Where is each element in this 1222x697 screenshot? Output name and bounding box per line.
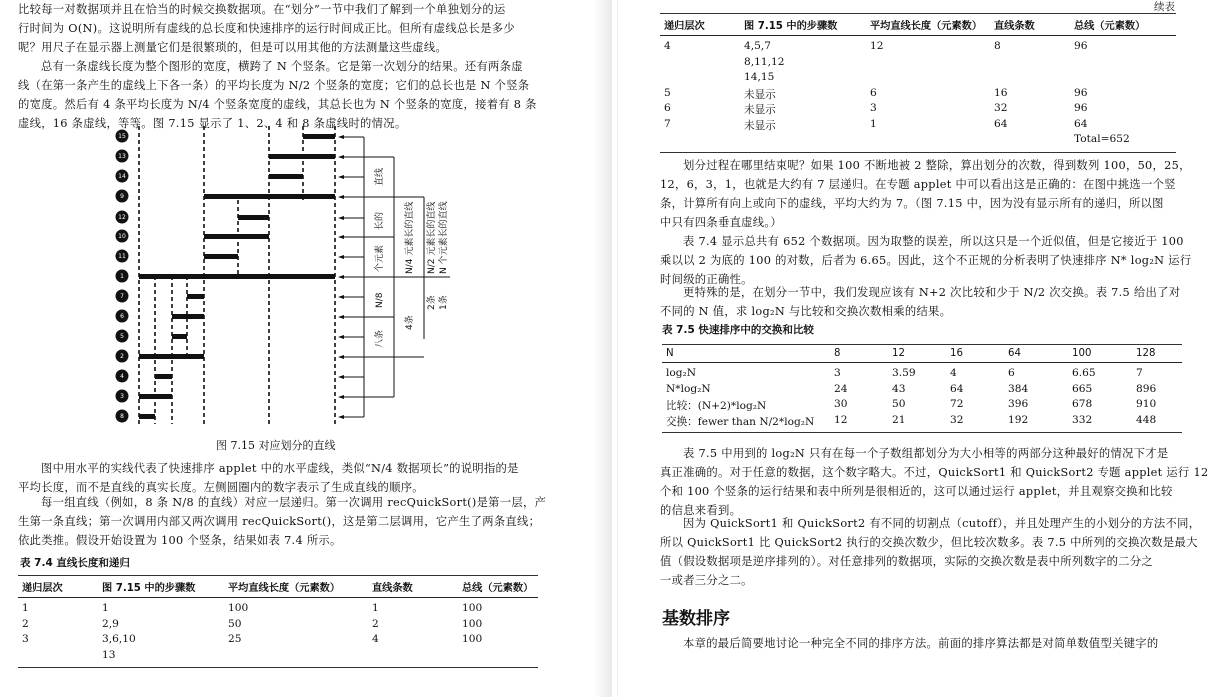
cell: 比较：(N+2)*log₂N xyxy=(666,400,767,412)
text-line: 不同的 N 值，求 log₂N 与比较和交换次数相乘的结果。 xyxy=(660,305,952,318)
cell: 交换：fewer than N/2*log₂N xyxy=(666,415,815,428)
cell: 24 xyxy=(834,382,848,395)
cell: 12 xyxy=(834,413,848,426)
order-label: 1 xyxy=(120,273,124,280)
cell: 100 xyxy=(228,602,249,614)
table-row xyxy=(18,633,538,649)
column-header: 递归层次 xyxy=(18,576,98,598)
table-row xyxy=(660,56,1176,72)
table-row xyxy=(662,414,1182,433)
column-header: 图 7.15 中的步骤数 xyxy=(98,576,224,598)
cell: 910 xyxy=(1136,398,1157,410)
right-paragraph-1 xyxy=(660,156,1220,232)
continued-table-label: 续表 xyxy=(1154,1,1175,13)
bracket-label: 八条 xyxy=(375,329,385,348)
text-line: 乘以以 2 为底的 100 的对数，后者为 6.65。因此，这个不正规的分析表明了快速排序 N* log₂N 运行 xyxy=(660,254,1192,267)
cell xyxy=(866,56,990,72)
text-line: 真正准确的。对于任意的数据，这个数字略大。不过，QuickSort1 和 QuickSort2 专题 applet 运行 12 xyxy=(660,466,1209,479)
left-page xyxy=(0,0,604,697)
cell: 4 xyxy=(664,40,671,52)
text-line: 平均长度，而不是直线的真实长度。左侧圆圈内的数字表示了生成直线的顺序。 xyxy=(18,481,424,494)
cell: 4 xyxy=(950,367,957,379)
column-header: 8 xyxy=(830,345,888,363)
bracket-label: 2条 xyxy=(427,295,437,310)
table-row xyxy=(660,71,1176,87)
left-paragraph-3 xyxy=(18,459,578,497)
bracket-label: 1条 xyxy=(439,295,449,310)
table-row xyxy=(660,87,1176,103)
cell: 192 xyxy=(1008,413,1029,426)
column-header: 直线条数 xyxy=(368,576,458,598)
text-line: 中只有四条垂直虚线。） xyxy=(660,216,782,229)
cell: 16 xyxy=(994,86,1008,99)
cell: 12 xyxy=(870,40,884,52)
cell xyxy=(866,71,990,87)
cell: 96 xyxy=(1074,40,1088,52)
column-header: 直线条数 xyxy=(990,14,1070,36)
cell: 332 xyxy=(1072,413,1093,426)
column-header: 64 xyxy=(1004,345,1068,363)
order-label: 5 xyxy=(120,333,124,340)
section-heading: 基数排序 xyxy=(662,609,730,629)
table-header-row xyxy=(660,14,1176,36)
cell xyxy=(458,649,538,668)
cell xyxy=(660,56,740,72)
right-paragraph-5 xyxy=(660,514,1220,590)
table-header-row xyxy=(18,576,538,598)
cell: 3,6,10 xyxy=(102,633,136,645)
cell: 896 xyxy=(1136,382,1157,395)
cell xyxy=(660,133,740,152)
column-header: 100 xyxy=(1068,345,1132,363)
bracket-label: N/2 元素长的直线 xyxy=(427,201,437,274)
text-line: 的信息来看到。 xyxy=(660,504,742,517)
left-paragraph-1 xyxy=(18,0,578,57)
cell xyxy=(1070,56,1176,72)
left-paragraph-4 xyxy=(18,493,578,550)
table-7-4-continued xyxy=(660,13,1176,153)
bracket-label: 直线 xyxy=(375,167,385,186)
cell: 4 xyxy=(372,633,379,645)
cell: 3 xyxy=(870,102,877,114)
text-line: 值（假设数据项是逆序排列的）。对任意排列的数据项，实际的交换次数是表中所列数字的二分之 xyxy=(660,555,1154,568)
right-paragraph-6 xyxy=(660,634,1220,653)
cell: 6 xyxy=(664,102,671,114)
cell: 678 xyxy=(1072,398,1093,410)
order-label: 11 xyxy=(118,253,126,260)
cell: 1 xyxy=(372,602,379,614)
text-line: 一或者三分之二。 xyxy=(660,574,753,587)
cell: 96 xyxy=(1074,86,1088,99)
cell: Total=652 xyxy=(1074,133,1130,145)
right-paragraph-4 xyxy=(660,444,1220,520)
cell: log₂N xyxy=(666,367,697,379)
text-line: 划分过程在哪里结束呢？如果 100 不断地被 2 整除，算出划分的次数，得到数列 100，50，25， xyxy=(683,159,1191,172)
text-line: 生第一条直线；第一次调用内部又两次调用 recQuickSort()，这是第二层调用，它产生了两条直线； xyxy=(18,515,541,528)
order-label: 13 xyxy=(118,153,126,160)
bracket-label: 个元素 xyxy=(375,244,385,272)
text-line: 比较每一对数据项并且在恰当的时候交换数据项。在“划分”一节中我们了解到一个单独划分的运 xyxy=(18,3,506,16)
cell xyxy=(990,133,1070,152)
cell: 1 xyxy=(870,117,877,130)
cell: 6.65 xyxy=(1072,367,1096,379)
cell: 3 xyxy=(22,633,29,645)
table-row xyxy=(660,133,1176,152)
cell xyxy=(660,71,740,87)
right-page xyxy=(618,0,1222,697)
order-label: 12 xyxy=(118,214,126,221)
cell: 7 xyxy=(664,117,671,130)
cell xyxy=(1070,71,1176,87)
order-label: 10 xyxy=(118,233,126,240)
column-header: 12 xyxy=(888,345,946,363)
text-line: 呢？用尺子在显示器上测量它们是很繁琐的，但是可以用其他的方法测量这些虚线。 xyxy=(18,41,448,54)
order-label: 9 xyxy=(120,193,124,200)
cell: 96 xyxy=(1074,102,1088,114)
left-paragraph-2 xyxy=(18,57,578,133)
order-label: 15 xyxy=(118,133,126,140)
column-header: N xyxy=(662,345,830,363)
text-line: 虚线，16 条虚线，等等。图 7.15 显示了 1、2、4 和 8 条虚线时的情况。 xyxy=(18,117,407,130)
text-line: 表 7.5 中用到的 log₂N 只有在每一个子数组都划分为大小相等的两部分这种最好的情况下才是 xyxy=(683,447,1169,460)
bracket-label: 4条 xyxy=(405,315,415,330)
cell: 50 xyxy=(892,398,906,410)
text-line: 个和 100 个竖条的运行结果和表中所列是很相近的，这可以通过运行 applet，并且观察交换和比较 xyxy=(660,485,1173,498)
column-header: 平均直线长度（元素数） xyxy=(224,576,368,598)
cell: 384 xyxy=(1008,382,1029,395)
text-line: 时间级的正确性。 xyxy=(660,273,753,286)
page-gutter-shadow xyxy=(594,0,612,697)
cell: 8,11,12 xyxy=(744,55,785,68)
cell: 64 xyxy=(1074,117,1088,130)
cell: 100 xyxy=(462,602,483,614)
cell xyxy=(990,71,1070,87)
cell: 448 xyxy=(1136,413,1157,426)
column-header: 总线（元素数） xyxy=(1070,14,1176,36)
figure-caption: 图 7.15 对应划分的直线 xyxy=(216,439,336,452)
table-row xyxy=(660,102,1176,118)
text-line: 更特殊的是，在划分一节中，我们发现应该有 N+2 次比较和少于 N/2 次交换。表 7.5 给出了对 xyxy=(683,286,1181,299)
cell: 1 xyxy=(102,602,109,614)
right-paragraph-2 xyxy=(660,232,1220,289)
bracket-label: 长的 xyxy=(375,211,385,230)
column-header: 平均直线长度（元素数） xyxy=(866,14,990,36)
text-line: 条，计算所有向上或向下的虚线，平均大约为 7。（图 7.15 中，因为没有显示所有的递归，所以图 xyxy=(660,197,1164,210)
text-line: 依此类推。假设开始设置为 100 个竖条，结果如表 7.4 所示。 xyxy=(18,534,342,547)
cell: 64 xyxy=(950,382,964,395)
cell: 72 xyxy=(950,398,964,410)
cell: 8 xyxy=(994,40,1001,52)
cell: 100 xyxy=(462,617,483,630)
order-label: 7 xyxy=(120,293,124,300)
cell: 2 xyxy=(372,617,379,630)
order-label: 4 xyxy=(120,373,124,380)
cell: 25 xyxy=(228,633,242,645)
table-row xyxy=(662,383,1182,399)
text-line: 的宽度。然后有 4 条平均长度为 N/4 个竖条宽度的虚线，其总长也为 N 个竖条的宽度，接着有 8 条 xyxy=(18,98,537,111)
table-row xyxy=(662,363,1182,383)
cell: 5 xyxy=(664,86,671,99)
table-7-4-caption: 表 7.4 直线长度和递归 xyxy=(20,557,130,569)
cell xyxy=(224,649,368,668)
text-line: 线（在第一条产生的虚线上下各一条）的平均长度为 N/2 个竖条的宽度；它们的总长也是 N 个竖条 xyxy=(18,79,530,92)
text-line: 12，6，3，1，也就是大约有 7 层递归。在专题 applet 中可以看出这是正确的：在图中挑选一个竖 xyxy=(660,178,1176,191)
cell xyxy=(368,649,458,668)
cell: 4,5,7 xyxy=(744,40,771,52)
cell: 6 xyxy=(870,86,877,99)
cell: 21 xyxy=(892,413,906,426)
text-line: 总有一条虚线长度为整个图形的宽度，横跨了 N 个竖条。它是第一次划分的结果。还有两条虚 xyxy=(41,60,523,73)
order-label: 2 xyxy=(120,353,124,360)
order-label: 3 xyxy=(120,393,124,400)
cell: 2 xyxy=(22,617,29,630)
cell: 3.59 xyxy=(892,367,916,379)
cell: N*log₂N xyxy=(666,382,711,395)
bracket-label: N/4 元素长的直线 xyxy=(405,201,415,274)
table-7-4 xyxy=(18,575,538,668)
column-header: 128 xyxy=(1132,345,1182,363)
table-row xyxy=(660,118,1176,134)
cell: 100 xyxy=(462,633,483,645)
cell: 未显示 xyxy=(744,119,776,132)
cell xyxy=(866,133,990,152)
right-paragraph-3 xyxy=(660,283,1220,321)
order-label: 8 xyxy=(120,413,124,420)
cell: 665 xyxy=(1072,382,1093,395)
cell: 未显示 xyxy=(744,88,776,101)
cell: 32 xyxy=(994,102,1008,114)
cell: 396 xyxy=(1008,398,1029,410)
cell xyxy=(740,133,866,152)
column-header: 16 xyxy=(946,345,1004,363)
table-header-row xyxy=(662,345,1182,363)
bracket-label: N 个元素长的直线 xyxy=(439,201,449,274)
text-line: 每一组直线（例如，8 条 N/8 的直线）对应一层递归。第一次调用 recQuickSort()是第一层，产 xyxy=(41,496,547,509)
column-header: 递归层次 xyxy=(660,14,740,36)
cell: 未显示 xyxy=(744,104,776,116)
text-line: 因为 QuickSort1 和 QuickSort2 有不同的切割点（cutoff），并且处理产生的小划分的方法不同， xyxy=(683,517,1201,530)
cell: 7 xyxy=(1136,367,1143,379)
table-7-5 xyxy=(662,344,1182,433)
text-line: 图中用水平的实线代表了快速排序 applet 中的水平虚线，类似“N/4 数据项长”的说明指的是 xyxy=(41,462,519,475)
cell: 1 xyxy=(22,602,29,614)
cell: 50 xyxy=(228,617,242,630)
cell: 3 xyxy=(834,367,841,379)
cell: 32 xyxy=(950,413,964,426)
text-line: 所以 QuickSort1 比 QuickSort2 执行的交换次数少，但比较次数多。表 7.5 中所列的交换次数是最大 xyxy=(660,536,1198,549)
table-row xyxy=(18,649,538,668)
column-header: 图 7.15 中的步骤数 xyxy=(740,14,866,36)
cell: 43 xyxy=(892,382,906,395)
cell: 64 xyxy=(994,117,1008,130)
cell: 30 xyxy=(834,398,848,410)
text-line: 行时间为 O(N)。这说明所有虚线的总长度和快速排序的运行时间成正比。但所有虚线总长是多少 xyxy=(18,22,515,35)
cell xyxy=(990,56,1070,72)
order-label: 6 xyxy=(120,313,124,320)
order-label: 14 xyxy=(118,173,126,180)
table-7-5-caption: 表 7.5 快速排序中的交换和比较 xyxy=(662,324,814,336)
column-header: 总线（元素数） xyxy=(458,576,538,598)
cell xyxy=(18,649,98,668)
table-row xyxy=(660,36,1176,56)
text-line: 表 7.4 显示总共有 652 个数据项。因为取整的误差，所以这只是一个近似值，但是它接近于 100 xyxy=(683,235,1184,248)
table-row xyxy=(18,598,538,618)
cell: 6 xyxy=(1008,367,1015,379)
table-row xyxy=(662,398,1182,414)
cell: 14,15 xyxy=(744,71,775,83)
cell: 2,9 xyxy=(102,617,119,630)
table-row xyxy=(18,618,538,634)
cell: 13 xyxy=(102,648,116,661)
text-line: 本章的最后简要地讨论一种完全不同的排序方法。前面的排序算法都是对简单数值型关键字的 xyxy=(683,637,1159,650)
figure-7-15-diagram xyxy=(110,126,450,426)
bracket-label: N/8 xyxy=(375,292,385,308)
